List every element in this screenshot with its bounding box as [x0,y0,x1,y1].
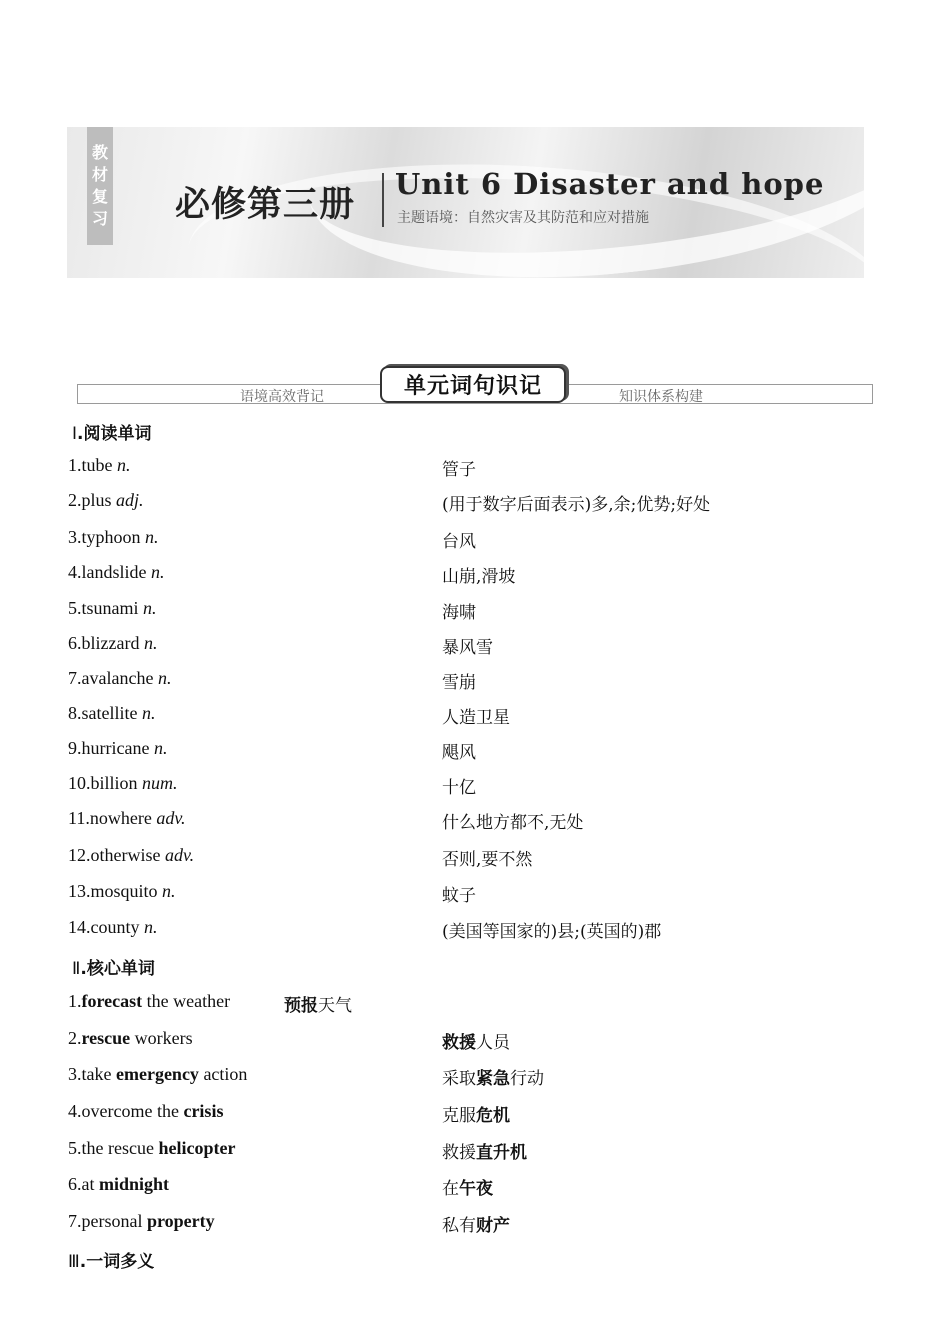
title-divider [382,173,384,227]
phrase-keyword: midnight [99,1174,170,1194]
phrase-entry [68,1211,215,1232]
phrase-meaning-keyword: 预报 [284,996,318,1016]
word-entry [68,633,157,654]
phrase-row [68,1211,868,1235]
phrase-meaning-pre: 克服 [442,1106,476,1126]
word-text: landslide [81,562,147,582]
phrase-keyword: helicopter [158,1138,236,1158]
word-number: 6. [68,633,82,653]
part1-heading [72,419,151,444]
phrase-meaning-keyword: 紧急 [476,1069,510,1089]
word-number: 12. [68,845,91,865]
phrase-meaning-post: 人员 [476,1033,510,1053]
tag-char: 教 [91,143,108,162]
word-meaning: 海啸 [442,603,476,623]
word-pos: n. [144,917,158,937]
word-row [68,455,868,479]
phrase-keyword: rescue [81,1028,131,1048]
phrase-keyword: forecast [81,991,143,1011]
word-row [68,527,868,551]
word-meaning: 管子 [442,460,476,480]
word-number: 13. [68,881,91,901]
word-row [68,562,868,586]
phrase-entry [68,1064,247,1085]
phrase-meaning [442,1211,510,1236]
word-number: 11. [68,808,90,828]
word-number: 10. [68,773,91,793]
word-entry [68,668,171,689]
phrase-pre: 5.the rescue [68,1138,159,1158]
tag-char: 习 [91,209,108,228]
phrase-meaning-pre: 私有 [442,1216,476,1236]
phrase-meaning-keyword: 直升机 [476,1143,527,1163]
phrase-meaning-post: 行动 [510,1069,544,1089]
word-meaning: 十亿 [442,778,476,798]
phrase-entry [68,1028,193,1049]
phrase-pre: 6.at [68,1174,99,1194]
part3-heading [68,1247,154,1272]
theme-context: 主题语境：自然灾害及其防范和应对措施 [397,210,649,226]
word-number: 2. [68,490,82,510]
word-row [68,881,868,905]
phrase-row [68,1174,868,1198]
word-number: 5. [68,598,82,618]
phrase-entry [68,1138,235,1159]
unit-title: Unit 6 Disaster and hope [395,167,825,201]
word-entry [68,527,159,548]
word-meaning: 暴风雪 [442,638,493,658]
part2-heading [72,954,155,979]
phrase-post: the weather [142,991,231,1011]
word-entry [68,738,167,759]
word-row [68,633,868,657]
word-meaning: 台风 [442,532,476,552]
word-entry [68,598,157,619]
tag-char: 复 [91,187,108,206]
phrase-row [68,1138,868,1162]
book-title: 必修第三册 [175,185,356,225]
phrase-pre: 4.overcome the [68,1101,184,1121]
word-pos: n. [141,703,156,723]
part1-title: .阅读单词 [77,424,152,444]
word-text: avalanche [81,668,154,688]
word-meaning: (美国等国家的)县;(英国的)郡 [442,922,662,942]
word-text: tube [81,455,113,475]
textbook-review-tag [87,127,113,245]
word-text: plus [81,490,112,510]
word-meaning: 人造卫星 [442,708,510,728]
phrase-meaning-pre: 在 [442,1179,459,1199]
word-number: 14. [68,917,91,937]
phrase-pre: 7.personal [68,1211,147,1231]
word-meaning: 蚊子 [442,886,476,906]
word-entry [68,808,185,829]
word-number: 9. [68,738,82,758]
word-text: otherwise [90,845,161,865]
word-entry [68,703,155,724]
word-pos: n. [143,633,158,653]
word-entry [68,773,178,794]
word-entry [68,917,158,938]
unit-banner [67,127,864,278]
word-text: satellite [81,703,138,723]
phrase-row [68,1064,868,1088]
phrase-meaning [442,1174,493,1199]
phrase-post: workers [130,1028,193,1048]
word-row [68,917,868,941]
word-number: 7. [68,668,82,688]
word-pos: adv. [164,845,195,865]
word-row [68,845,868,869]
section-right-label: 知识体系构建 [619,389,703,405]
phrase-meaning-keyword: 财产 [476,1216,510,1236]
phrase-meaning-pre: 采取 [442,1069,476,1089]
phrase-meaning [442,1064,544,1089]
word-pos: adj. [116,490,144,510]
part2-numeral: Ⅱ [72,959,81,978]
word-row [68,808,868,832]
word-row [68,738,868,762]
word-text: typhoon [81,527,141,547]
word-entry [68,455,131,476]
word-pos: n. [153,738,168,758]
phrase-pre: 2. [68,1028,82,1048]
word-row [68,703,868,727]
word-number: 3. [68,527,82,547]
word-text: hurricane [81,738,150,758]
phrase-meaning [442,1101,510,1126]
word-text: billion [90,773,138,793]
word-meaning: 雪崩 [442,673,476,693]
word-number: 8. [68,703,82,723]
word-number: 4. [68,562,82,582]
tag-char: 材 [91,165,108,184]
word-text: nowhere [89,808,152,828]
word-entry [68,490,144,511]
word-row [68,773,868,797]
word-meaning: 否则,要不然 [442,850,533,870]
phrase-meaning-pre: 救援 [442,1143,476,1163]
word-pos: num. [142,773,178,793]
word-meaning: 什么地方都不,无处 [442,813,584,833]
phrase-entry [68,1174,169,1195]
phrase-keyword: property [146,1211,215,1231]
phrase-entry [68,991,230,1012]
phrase-row [68,991,868,1015]
phrase-meaning-post: 天气 [318,996,352,1016]
phrase-meaning-keyword: 危机 [476,1106,510,1126]
word-entry [68,881,176,902]
word-pos: n. [117,455,131,475]
word-number: 1. [68,455,82,475]
part2-title: .核心单词 [80,959,155,979]
phrase-keyword: emergency [115,1064,199,1084]
word-row [68,668,868,692]
phrase-post: action [198,1064,248,1084]
phrase-pre: 1. [68,991,82,1011]
word-text: mosquito [90,881,158,901]
word-row [68,490,868,514]
word-text: blizzard [81,633,140,653]
part1-numeral: Ⅰ [72,424,78,443]
phrase-pre: 3.take [68,1064,116,1084]
word-pos: n. [162,881,176,901]
phrase-meaning [284,991,352,1016]
phrase-entry [68,1101,223,1122]
word-pos: n. [145,527,159,547]
phrase-keyword: crisis [183,1101,224,1121]
phrase-meaning [442,1138,527,1163]
word-entry [68,845,194,866]
word-row [68,598,868,622]
phrase-row [68,1101,868,1125]
word-meaning: (用于数字后面表示)多,余;优势;好处 [442,495,711,515]
word-pos: adv. [156,808,186,828]
part3-title: .一词多义 [79,1252,155,1272]
word-text: tsunami [81,598,139,618]
word-pos: n. [143,598,157,618]
word-pos: n. [151,562,165,582]
part3-numeral: Ⅲ [68,1252,80,1271]
phrase-meaning [442,1028,510,1053]
section-title: 单元词句识记 [380,366,566,403]
word-meaning: 飓风 [442,743,476,763]
phrase-row [68,1028,868,1052]
word-entry [68,562,165,583]
section-left-label: 语境高效背记 [240,389,324,405]
word-pos: n. [157,668,172,688]
phrase-meaning-keyword: 午夜 [459,1179,493,1199]
word-text: county [90,917,140,937]
word-meaning: 山崩,滑坡 [442,567,516,587]
phrase-meaning-keyword: 救援 [442,1033,476,1053]
